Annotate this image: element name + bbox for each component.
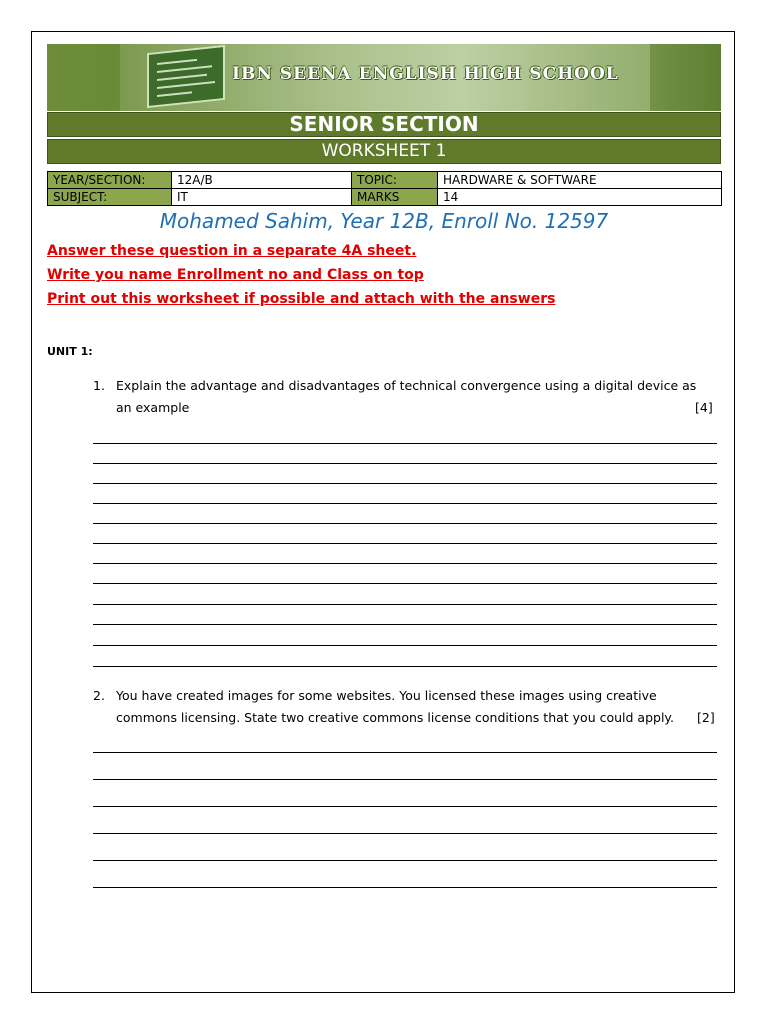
answer-line [93,666,717,667]
topic-value: HARDWARE & SOFTWARE [438,172,722,189]
info-row-1 [48,172,722,189]
question-1-text: Explain the advantage and disadvantages of technical convergence using a digital device as an example [116,378,697,415]
answer-line [93,604,717,605]
answer-line [93,583,717,584]
school-name: IBN SEENA ENGLISH HIGH SCHOOL [232,64,619,84]
answer-line [93,624,717,625]
question-1-number: 1. [93,378,105,393]
question-2-text: You have created images for some websites. You licensed these images using creative commons licensing. State two creative commons license conditions that you could apply. [116,688,675,725]
instruction-3: Print out this worksheet if possible and attach with the answers [47,291,556,307]
worksheet-title: WORKSHEET 1 [47,139,721,164]
answer-line [93,887,717,888]
subject-label: SUBJECT: [48,189,172,206]
marks-value: 14 [438,189,722,206]
answer-line [93,645,717,646]
answer-line [93,503,717,504]
answer-line [93,463,717,464]
answer-line [93,443,717,444]
topic-label: TOPIC: [352,172,438,189]
question-1-marks: [4] [695,400,713,415]
question-2-number: 2. [93,688,105,703]
answer-line [93,779,717,780]
school-banner [47,44,721,111]
section-title: SENIOR SECTION [47,112,721,137]
student-line: Mohamed Sahim, Year 12B, Enroll No. 12597 [159,209,609,233]
info-row-2 [48,189,722,206]
school-logo-icon [147,45,225,108]
answer-line [93,752,717,753]
year-section-label: YEAR/SECTION: [48,172,172,189]
instruction-1: Answer these question in a separate 4A sheet. [47,243,417,259]
answer-line [93,860,717,861]
answer-line [93,543,717,544]
subject-value: IT [172,189,352,206]
answer-line [93,483,717,484]
instruction-2: Write you name Enrollment no and Class on top [47,267,424,283]
answer-line [93,563,717,564]
unit-heading: UNIT 1: [47,345,93,358]
answer-line [93,523,717,524]
question-2-marks: [2] [697,710,715,725]
answer-line [93,806,717,807]
year-section-value: 12A/B [172,172,352,189]
marks-label: MARKS [352,189,438,206]
info-table [47,171,722,206]
answer-line [93,833,717,834]
